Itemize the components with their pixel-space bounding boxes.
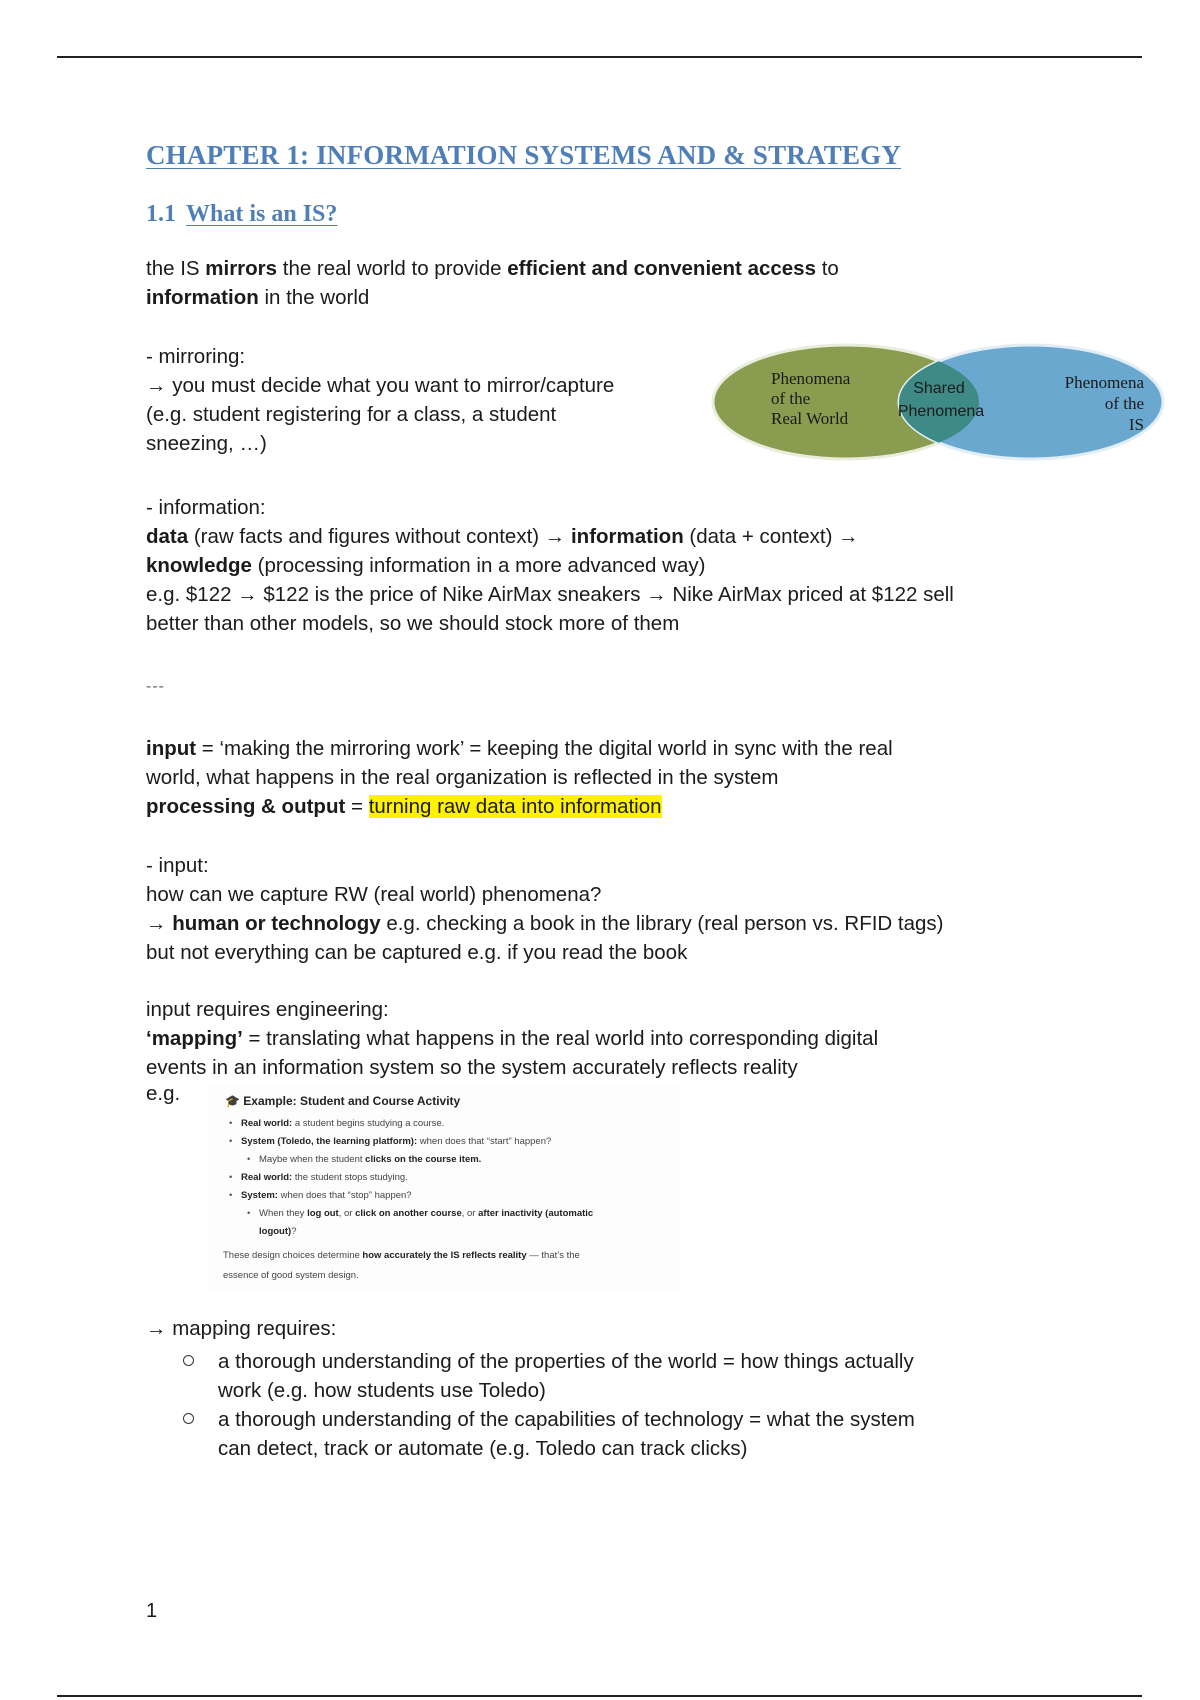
input-question: how can we capture RW (real world) phenomena? [146, 883, 602, 906]
example-item: • System (Toledo, the learning platform): when does that “start” happen? [229, 1136, 552, 1147]
venn-left-label: Phenomena [771, 369, 851, 388]
bold-text: efficient and convenient access [507, 257, 816, 280]
eg-label: e.g. [146, 1082, 181, 1105]
information-line [146, 551, 1066, 580]
mapping-requires-list [146, 1347, 1066, 1463]
text: = [345, 795, 369, 818]
mirroring-heading: - mirroring: [146, 345, 246, 368]
text: to [816, 257, 839, 280]
mapping-requires-heading: → mapping requires: [146, 1317, 337, 1340]
example-item: • Maybe when the student clicks on the course item. [247, 1154, 482, 1165]
input-line: but not everything can be captured e.g. if you read the book [146, 941, 688, 964]
section-heading [146, 201, 1066, 228]
top-rule [57, 56, 1142, 58]
highlighted-text: turning raw data into information [368, 795, 662, 818]
example-footnote: essence of good system design. [223, 1270, 359, 1281]
example-footnote: These design choices determine how accurately the IS reflects reality — that’s the [223, 1250, 580, 1261]
venn-shared-label: Shared [913, 380, 965, 397]
text: (processing information in a more advanced way) [251, 554, 706, 577]
mirroring-line: sneezing, …) [146, 432, 267, 455]
venn-left-label: of the [771, 389, 811, 408]
intro-paragraph [146, 254, 1066, 312]
arrow-icon: → [146, 912, 173, 935]
text: (data + context) → [683, 525, 859, 548]
graduation-cap-icon: 🎓 [225, 1094, 240, 1108]
venn-diagram [701, 332, 1171, 477]
section-title: What is an IS? [186, 201, 338, 227]
bold-text: human or technology [172, 912, 381, 935]
text: the IS [146, 257, 206, 280]
text: in the world [258, 286, 370, 309]
information-line [146, 522, 1066, 551]
input-section [146, 851, 1066, 967]
input-line: world, what happens in the real organization is reflected in the system [146, 766, 779, 789]
information-heading: - information: [146, 496, 266, 519]
information-example: better than other models, so we should stock more of them [146, 612, 680, 635]
venn-right-label: IS [1128, 415, 1144, 434]
engineering-section [146, 995, 1066, 1082]
bold-text: mirrors [205, 257, 278, 280]
information-example: e.g. $122 → $122 is the price of Nike AirMax sneakers → Nike AirMax priced at $122 sell [146, 583, 954, 606]
text: (raw facts and figures without context) → [188, 525, 571, 548]
text: = translating what happens in the real world into corresponding digital [242, 1027, 879, 1050]
mirroring-section [146, 342, 1144, 467]
example-title [225, 1094, 460, 1108]
example-item: • Real world: the student stops studying. [229, 1172, 408, 1183]
bold-text: processing & output [146, 795, 346, 818]
io-section [146, 734, 1066, 821]
example-item: • System: when does that “stop” happen? [229, 1190, 412, 1201]
page-content [146, 140, 1144, 1463]
section-number: 1.1 [146, 201, 176, 227]
example-screenshot [209, 1086, 679, 1294]
venn-left-label: Real World [771, 409, 849, 428]
bottom-rule [57, 1695, 1142, 1697]
mirroring-text [146, 342, 706, 458]
input-heading: - input: [146, 854, 209, 877]
mapping-requires-section [146, 1314, 1066, 1463]
input-line [146, 734, 1066, 763]
text: e.g. checking a book in the library (real person vs. RFID tags) [380, 912, 944, 935]
mapping-line: events in an information system so the system accurately reflects reality [146, 1056, 798, 1079]
text: a thorough understanding of the properties of the world = how things actually [218, 1350, 914, 1373]
mirroring-line: (e.g. student registering for a class, a student [146, 403, 557, 426]
text: can detect, track or automate (e.g. Toledo can track clicks) [218, 1437, 748, 1460]
text: work (e.g. how students use Toledo) [218, 1379, 546, 1402]
venn-right-label: Phenomena [1064, 373, 1144, 392]
venn-shared-label: Phenomena [897, 403, 985, 420]
chapter-title: CHAPTER 1: INFORMATION SYSTEMS AND & STRATEGY [146, 140, 902, 170]
text: the real world to provide [277, 257, 508, 280]
text: a thorough understanding of the capabilities of technology = what the system [218, 1408, 915, 1431]
bold-text: ‘mapping’ [146, 1027, 243, 1050]
text: Example: Student and Course Activity [243, 1094, 461, 1108]
list-item [146, 1405, 1066, 1463]
example-row [146, 1082, 1066, 1292]
mirroring-line: → you must decide what you want to mirror/capture [146, 374, 615, 397]
example-item: logout)? [259, 1226, 297, 1237]
venn-right-label: of the [1104, 394, 1144, 413]
bold-text: information [146, 286, 259, 309]
example-item: • When they log out, or click on another course, or after inactivity (automatic [247, 1208, 594, 1219]
text: = ‘making the mirroring work’ = keeping the digital world in sync with the real [196, 737, 893, 760]
information-section [146, 493, 1066, 638]
list-item [146, 1347, 1066, 1405]
page-number: 1 [146, 1600, 158, 1622]
bold-text: knowledge [146, 554, 252, 577]
mapping-line [146, 1024, 1066, 1053]
bold-text: data [146, 525, 189, 548]
circle-bullet-icon [183, 1355, 194, 1366]
bold-text: information [570, 525, 684, 548]
separator: --- [146, 678, 165, 695]
bold-text: input [146, 737, 197, 760]
processing-line [146, 792, 1066, 821]
example-item: • Real world: a student begins studying a course. [229, 1118, 445, 1129]
engineering-heading: input requires engineering: [146, 998, 389, 1021]
input-line [146, 909, 1066, 938]
circle-bullet-icon [183, 1413, 194, 1424]
